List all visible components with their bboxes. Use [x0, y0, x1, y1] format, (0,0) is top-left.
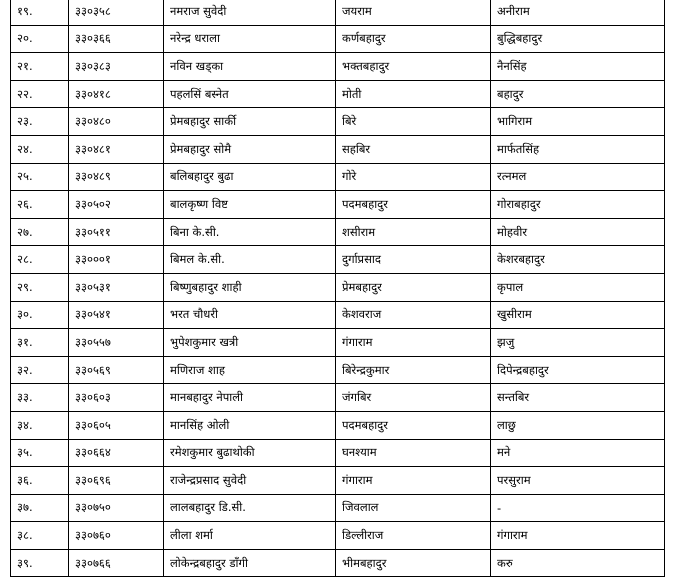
candidate-name-cell: लीला शर्मा	[164, 522, 336, 550]
grandfather-name-cell: मने	[491, 439, 665, 467]
father-name-cell: बिरेन्द्रकुमार	[336, 356, 491, 384]
father-name-cell: कर्णबहादुर	[336, 25, 491, 53]
symbol-number-cell: ३३०४८०	[69, 108, 164, 136]
symbol-number-cell: ३३०५६९	[69, 356, 164, 384]
symbol-number-cell: ३३०४८१	[69, 135, 164, 163]
father-name-cell: डिल्लीराज	[336, 522, 491, 550]
candidate-name-cell: नविन खड्का	[164, 53, 336, 81]
father-name-cell: केशवराज	[336, 301, 491, 329]
father-name-cell: सहबिर	[336, 135, 491, 163]
table-row	[11, 467, 665, 495]
father-name-cell: भीमबहादुर	[336, 549, 491, 577]
grandfather-name-cell: कृपाल	[491, 273, 665, 301]
grandfather-name-cell: गोराबहादुर	[491, 191, 665, 219]
candidate-name-cell: बिष्णुबहादुर शाही	[164, 273, 336, 301]
table-row	[11, 549, 665, 577]
father-name-cell: प्रेमबहादुर	[336, 273, 491, 301]
candidate-name-cell: लोकेन्द्रबहादुर डाँगी	[164, 549, 336, 577]
table-row	[11, 80, 665, 108]
grandfather-name-cell: करु	[491, 549, 665, 577]
father-name-cell: जंगबिर	[336, 384, 491, 412]
candidate-name-cell: प्रेमबहादुर सोमै	[164, 135, 336, 163]
father-name-cell: दुर्गाप्रसाद	[336, 246, 491, 274]
grandfather-name-cell: खुसीराम	[491, 301, 665, 329]
candidate-name-cell: लालबहादुर डि.सी.	[164, 494, 336, 522]
serial-number-cell: २२.	[11, 80, 69, 108]
father-name-cell: जिवलाल	[336, 494, 491, 522]
serial-number-cell: ३२.	[11, 356, 69, 384]
father-name-cell: पदमबहादुर	[336, 411, 491, 439]
father-name-cell: पदमबहादुर	[336, 191, 491, 219]
table-row	[11, 411, 665, 439]
serial-number-cell: ३९.	[11, 549, 69, 577]
grandfather-name-cell: भागिराम	[491, 108, 665, 136]
serial-number-cell: ३३.	[11, 384, 69, 412]
father-name-cell: गंगाराम	[336, 467, 491, 495]
candidate-name-cell: पहलसिं बस्नेत	[164, 80, 336, 108]
grandfather-name-cell: अनीराम	[491, 0, 665, 25]
grandfather-name-cell: बहादुर	[491, 80, 665, 108]
serial-number-cell: २८.	[11, 246, 69, 274]
grandfather-name-cell: नैनसिंह	[491, 53, 665, 81]
candidate-name-cell: बलिबहादुर बुढा	[164, 163, 336, 191]
serial-number-cell: २०.	[11, 25, 69, 53]
grandfather-name-cell: मार्फतसिंह	[491, 135, 665, 163]
symbol-number-cell: ३३०७६०	[69, 522, 164, 550]
grandfather-name-cell: दिपेन्द्रबहादुर	[491, 356, 665, 384]
roster-body	[11, 0, 665, 577]
serial-number-cell: २९.	[11, 273, 69, 301]
table-row	[11, 53, 665, 81]
table-row	[11, 25, 665, 53]
grandfather-name-cell: सन्तबिर	[491, 384, 665, 412]
symbol-number-cell: ३३०६९६	[69, 467, 164, 495]
serial-number-cell: २३.	[11, 108, 69, 136]
grandfather-name-cell: लाछु	[491, 411, 665, 439]
symbol-number-cell: ३३०००१	[69, 246, 164, 274]
father-name-cell: बिरे	[336, 108, 491, 136]
symbol-number-cell: ३३०३५८	[69, 0, 164, 25]
father-name-cell: गोरे	[336, 163, 491, 191]
symbol-number-cell: ३३०५३१	[69, 273, 164, 301]
table-row	[11, 329, 665, 357]
table-row	[11, 356, 665, 384]
roster-table	[10, 0, 665, 577]
candidate-name-cell: मानबहादुर नेपाली	[164, 384, 336, 412]
table-row	[11, 246, 665, 274]
grandfather-name-cell: गंगाराम	[491, 522, 665, 550]
grandfather-name-cell: -	[491, 494, 665, 522]
symbol-number-cell: ३३०५४१	[69, 301, 164, 329]
symbol-number-cell: ३३०६०३	[69, 384, 164, 412]
symbol-number-cell: ३३०३६६	[69, 25, 164, 53]
father-name-cell: गंगाराम	[336, 329, 491, 357]
table-row	[11, 439, 665, 467]
grandfather-name-cell: बुद्धिबहादुर	[491, 25, 665, 53]
candidate-name-cell: बालकृष्ण विष्ट	[164, 191, 336, 219]
serial-number-cell: ३७.	[11, 494, 69, 522]
table-row	[11, 384, 665, 412]
symbol-number-cell: ३३०३८३	[69, 53, 164, 81]
father-name-cell: घनश्याम	[336, 439, 491, 467]
candidate-name-cell: नरेन्द्र धराला	[164, 25, 336, 53]
serial-number-cell: १९.	[11, 0, 69, 25]
table-row	[11, 0, 665, 25]
symbol-number-cell: ३३०५५७	[69, 329, 164, 357]
serial-number-cell: ३६.	[11, 467, 69, 495]
grandfather-name-cell: झजु	[491, 329, 665, 357]
symbol-number-cell: ३३०७६६	[69, 549, 164, 577]
candidate-name-cell: रमेशकुमार बुढाथोकी	[164, 439, 336, 467]
serial-number-cell: ३८.	[11, 522, 69, 550]
candidate-name-cell: नमराज सुवेदी	[164, 0, 336, 25]
table-row	[11, 522, 665, 550]
grandfather-name-cell: केशरबहादुर	[491, 246, 665, 274]
symbol-number-cell: ३३०४१८	[69, 80, 164, 108]
symbol-number-cell: ३३०५११	[69, 218, 164, 246]
candidate-name-cell: मणिराज शाह	[164, 356, 336, 384]
candidate-name-cell: बिमल के.सी.	[164, 246, 336, 274]
candidate-name-cell: राजेन्द्रप्रसाद सुवेदी	[164, 467, 336, 495]
table-row	[11, 191, 665, 219]
candidate-name-cell: भरत चौधरी	[164, 301, 336, 329]
symbol-number-cell: ३३०५०२	[69, 191, 164, 219]
table-row	[11, 135, 665, 163]
symbol-number-cell: ३३०७५०	[69, 494, 164, 522]
table-row	[11, 108, 665, 136]
serial-number-cell: २१.	[11, 53, 69, 81]
candidate-name-cell: बिना के.सी.	[164, 218, 336, 246]
symbol-number-cell: ३३०४८९	[69, 163, 164, 191]
candidate-name-cell: भुपेशकुमार खत्री	[164, 329, 336, 357]
symbol-number-cell: ३३०६६४	[69, 439, 164, 467]
serial-number-cell: ३४.	[11, 411, 69, 439]
serial-number-cell: २६.	[11, 191, 69, 219]
grandfather-name-cell: परसुराम	[491, 467, 665, 495]
table-row	[11, 301, 665, 329]
candidate-name-cell: मानसिंह ओली	[164, 411, 336, 439]
table-row	[11, 218, 665, 246]
father-name-cell: मोती	[336, 80, 491, 108]
table-row	[11, 494, 665, 522]
serial-number-cell: २४.	[11, 135, 69, 163]
serial-number-cell: २७.	[11, 218, 69, 246]
candidate-name-cell: प्रेमबहादुर सार्की	[164, 108, 336, 136]
serial-number-cell: ३१.	[11, 329, 69, 357]
table-row	[11, 273, 665, 301]
serial-number-cell: ३०.	[11, 301, 69, 329]
serial-number-cell: ३५.	[11, 439, 69, 467]
serial-number-cell: २५.	[11, 163, 69, 191]
symbol-number-cell: ३३०६०५	[69, 411, 164, 439]
father-name-cell: जयराम	[336, 0, 491, 25]
grandfather-name-cell: रत्नमल	[491, 163, 665, 191]
table-row	[11, 163, 665, 191]
father-name-cell: भक्तबहादुर	[336, 53, 491, 81]
grandfather-name-cell: मोहवीर	[491, 218, 665, 246]
father-name-cell: शसीराम	[336, 218, 491, 246]
